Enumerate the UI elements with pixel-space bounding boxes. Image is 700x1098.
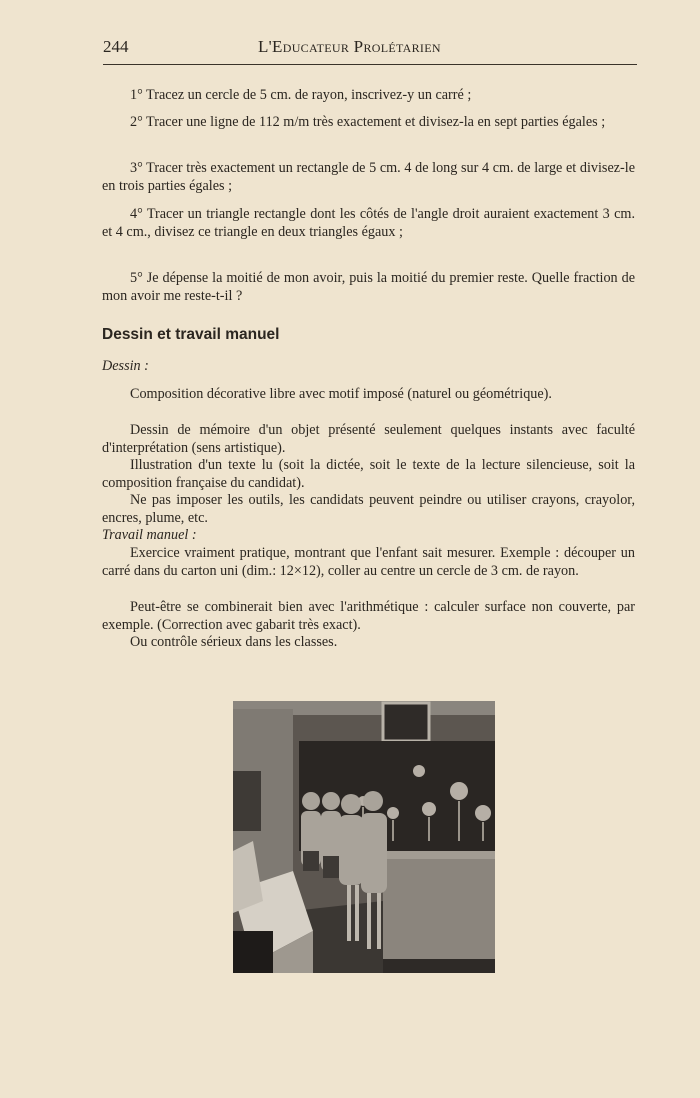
- exercise-1: 1° Tracez un cercle de 5 cm. de rayon, inscrivez-y un carré ;: [130, 87, 472, 103]
- exercise-3: 3° Tracer très exactement un rectangle de 5 cm. 4 de long sur 4 cm. de large et divisez-le en trois parties égales ;: [102, 160, 635, 194]
- travail-paragraph: Peut-être se combinerait bien avec l'arithmétique : calculer surface non couverte, par exemple. (Correction avec gabarit très exact).: [102, 599, 635, 633]
- dessin-paragraph: Ne pas imposer les outils, les candidats peuvent peindre ou utiliser crayons, crayolor, encres, plume, etc.: [102, 492, 635, 526]
- travail-manuel-label: Travail manuel :: [102, 527, 197, 543]
- section-heading: Dessin et travail manuel: [102, 326, 280, 343]
- page-number: 244: [103, 37, 129, 56]
- exercise-4: 4° Tracer un triangle rectangle dont les côtés de l'angle droit auraient exactement 3 cm. et 4 cm., divisez ce triangle en deux triangles égaux ;: [102, 206, 635, 240]
- travail-paragraph: Ou contrôle sérieux dans les classes.: [130, 634, 338, 650]
- exercise-2: 2° Tracer une ligne de 112 m/m très exactement et divisez-la en sept parties égales ;: [130, 114, 606, 130]
- dessin-paragraph: Illustration d'un texte lu (soit la dictée, soit le texte de la lecture silencieuse, soit la composition française du candidat).: [102, 457, 635, 491]
- dessin-label: Dessin :: [102, 358, 149, 374]
- dessin-paragraph: Composition décorative libre avec motif imposé (naturel ou géométrique).: [130, 386, 552, 402]
- dessin-paragraph: Dessin de mémoire d'un objet présenté seulement quelques instants avec faculté d'interprétation (sens artistique).: [102, 422, 635, 456]
- travail-paragraph: Exercice vraiment pratique, montrant que l'enfant sait mesurer. Exemple : découper un carré dans du carton uni (dim.: 12×12), coller au centre un cercle de 3 cm. de rayon.: [102, 545, 635, 579]
- exercise-5: 5° Je dépense la moitié de mon avoir, puis la moitié du premier reste. Quelle fraction de mon avoir me reste-t-il ?: [102, 270, 635, 304]
- running-title: L'Educateur Prolétarien: [258, 37, 441, 56]
- classroom-photo-illustration: [233, 701, 495, 973]
- running-header: [103, 36, 637, 65]
- classroom-photo: [233, 701, 495, 973]
